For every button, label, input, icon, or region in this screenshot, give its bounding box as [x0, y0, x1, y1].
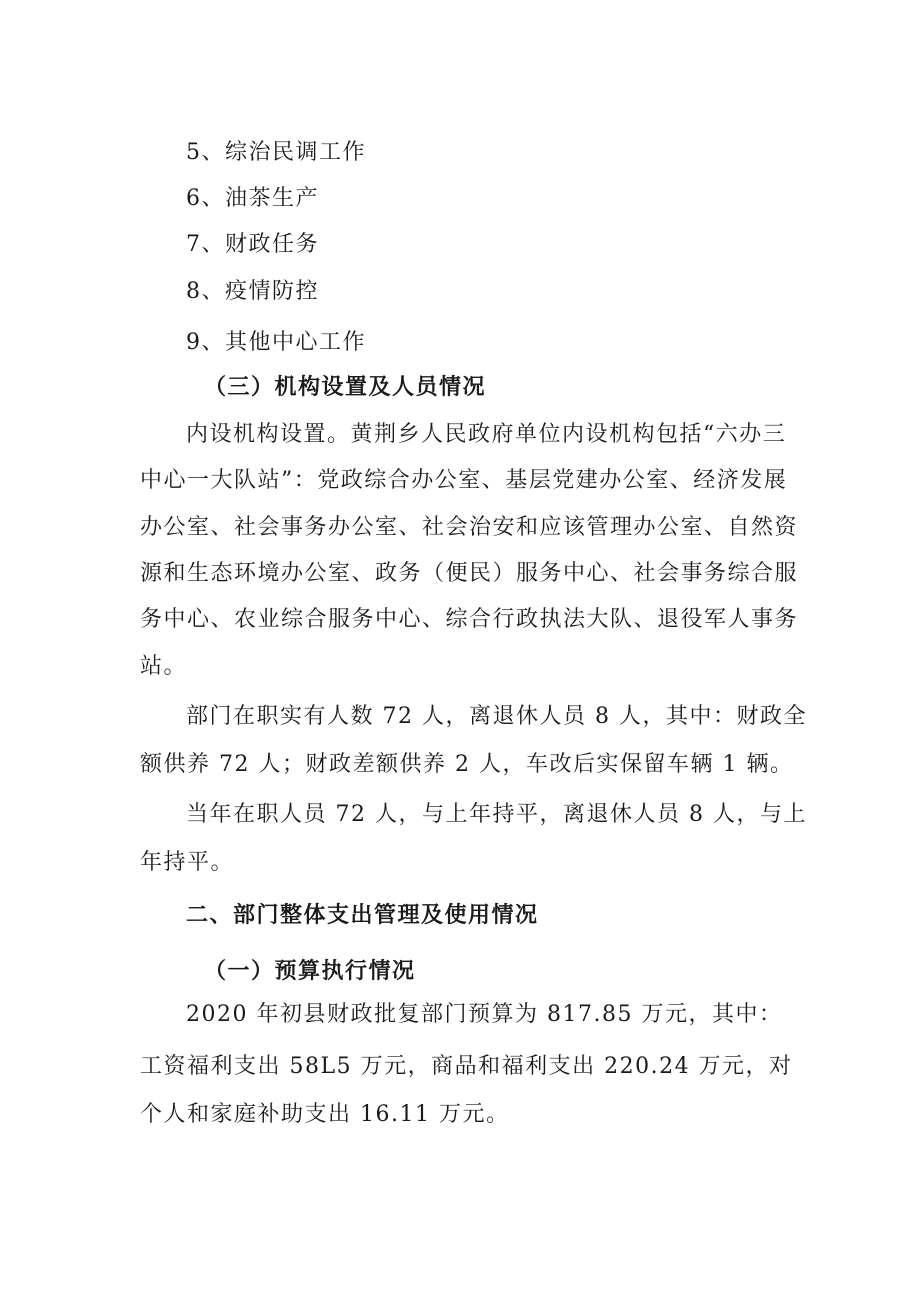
- list-item-5: 5、综治民调工作: [186, 140, 366, 165]
- list-item-7: 7、财政任务: [186, 232, 319, 257]
- para-budget-line-1: 2020 年初县财政批复部门预算为 817.85 万元，其中：: [186, 1002, 783, 1027]
- para-budget-line-3: 个人和家庭补助支出 16.11 万元。: [140, 1102, 510, 1127]
- list-item-9: 9、其他中心工作: [186, 330, 366, 355]
- para-institutions-line-1: 内设机构设置。黄荆乡人民政府单位内设机构包括“六办三: [186, 422, 787, 447]
- list-item-6: 6、油茶生产: [186, 186, 319, 211]
- para-compare-line-2: 年持平。: [140, 850, 235, 875]
- section-3-heading: （三）机构设置及人员情况: [204, 374, 487, 400]
- para-institutions-line-6: 站。: [140, 654, 188, 679]
- section-1-heading: （一）预算执行情况: [204, 958, 416, 984]
- para-institutions-line-3: 办公室、社会事务办公室、社会治安和应该管理办公室、自然资: [140, 515, 799, 540]
- para-institutions-line-4: 源和生态环境办公室、政务（便民）服务中心、社会事务综合服: [140, 561, 799, 586]
- para-institutions-line-5: 务中心、农业综合服务中心、综合行政执法大队、退役军人事务: [140, 607, 799, 632]
- para-institutions-line-2: 中心一大队站”：党政综合办公室、基层党建办公室、经济发展: [140, 468, 788, 493]
- para-budget-line-2: 工资福利支出 58L5 万元，商品和福利支出 220.24 万元，对: [140, 1054, 793, 1079]
- list-item-8: 8、疫情防控: [186, 279, 319, 304]
- para-staff-line-1: 部门在职实有人数 72 人，离退休人员 8 人，其中：财政全: [186, 704, 807, 729]
- para-compare-line-1: 当年在职人员 72 人，与上年持平，离退休人员 8 人，与上: [186, 802, 807, 827]
- para-staff-line-2: 额供养 72 人；财政差额供养 2 人，车改后实保留车辆 1 辆。: [140, 752, 794, 777]
- part-2-heading: 二、部门整体支出管理及使用情况: [186, 902, 539, 928]
